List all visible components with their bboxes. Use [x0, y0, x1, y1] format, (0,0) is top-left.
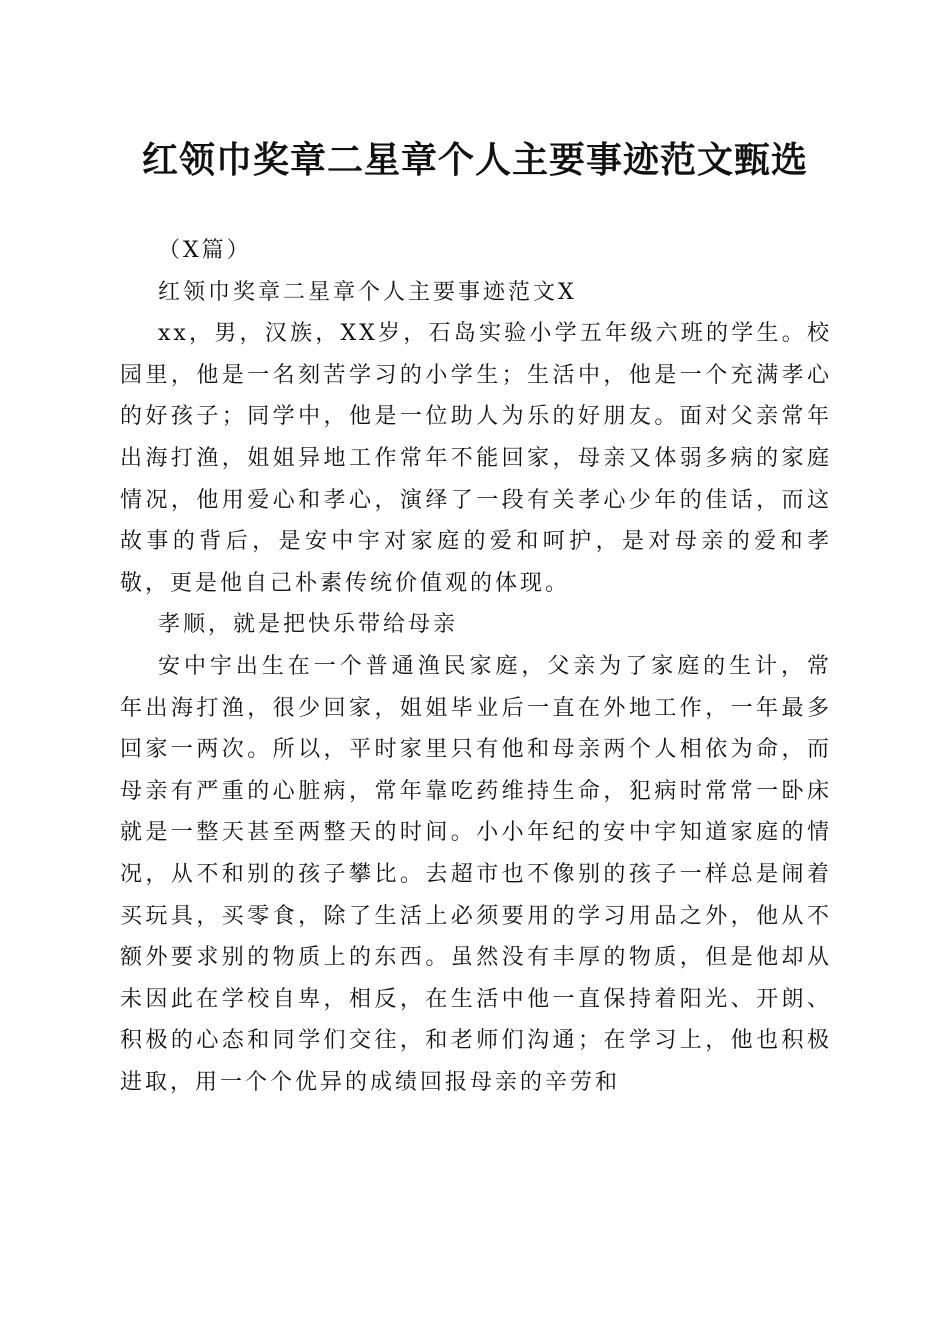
paragraph-intro: xx，男，汉族，XX岁，石岛实验小学五年级六班的学生。校园里，他是一名刻苦学习的小学生；生活中，他是一个充满孝心的好孩子；同学中，他是一位助人为乐的好朋友。面对父亲常年出海打渔，姐姐异地工作常年不能回家，母亲又体弱多病的家庭情况，他用爱心和孝心，演绎了一段有关孝心少年的佳话，而这故事的背后，是安中宇对家庭的爱和呵护，是对母亲的爱和孝敬，更是他自己朴素传统价值观的体现。: [120, 321, 832, 596]
document-body: [120, 230, 832, 1103]
document-title: 红领巾奖章二星章个人主要事迹范文甄选: [141, 139, 808, 181]
paragraph-story: 安中宇出生在一个普通渔民家庭，父亲为了家庭的生计，常年出海打渔，很少回家，姐姐毕业后一直在外地工作，一年最多回家一两次。所以，平时家里只有他和母亲两个人相依为命，而母亲有严重的心脏病，常年靠吃药维持生命，犯病时常常一卧床就是一整天甚至两整天的时间。小小年纪的安中宇知道家庭的情况，从不和别的孩子攀比。去超市也不像别的孩子一样总是闹着买玩具，买零食，除了生活上必须要用的学习用品之外，他从不额外要求别的物质上的东西。虽然没有丰厚的物质，但是他却从未因此在学校自卑，相反，在生活中他一直保持着阳光、开朗、积极的心态和同学们交往，和老师们沟通；在学习上，他也积极进取，用一个个优异的成绩回报母亲的辛劳和: [120, 653, 832, 1095]
paragraph-edition-note: （X篇）: [158, 238, 252, 263]
paragraph-subtitle: 红领巾奖章二星章个人主要事迹范文X: [158, 279, 577, 305]
section-heading: 孝顺，就是把快乐带给母亲: [158, 612, 459, 638]
